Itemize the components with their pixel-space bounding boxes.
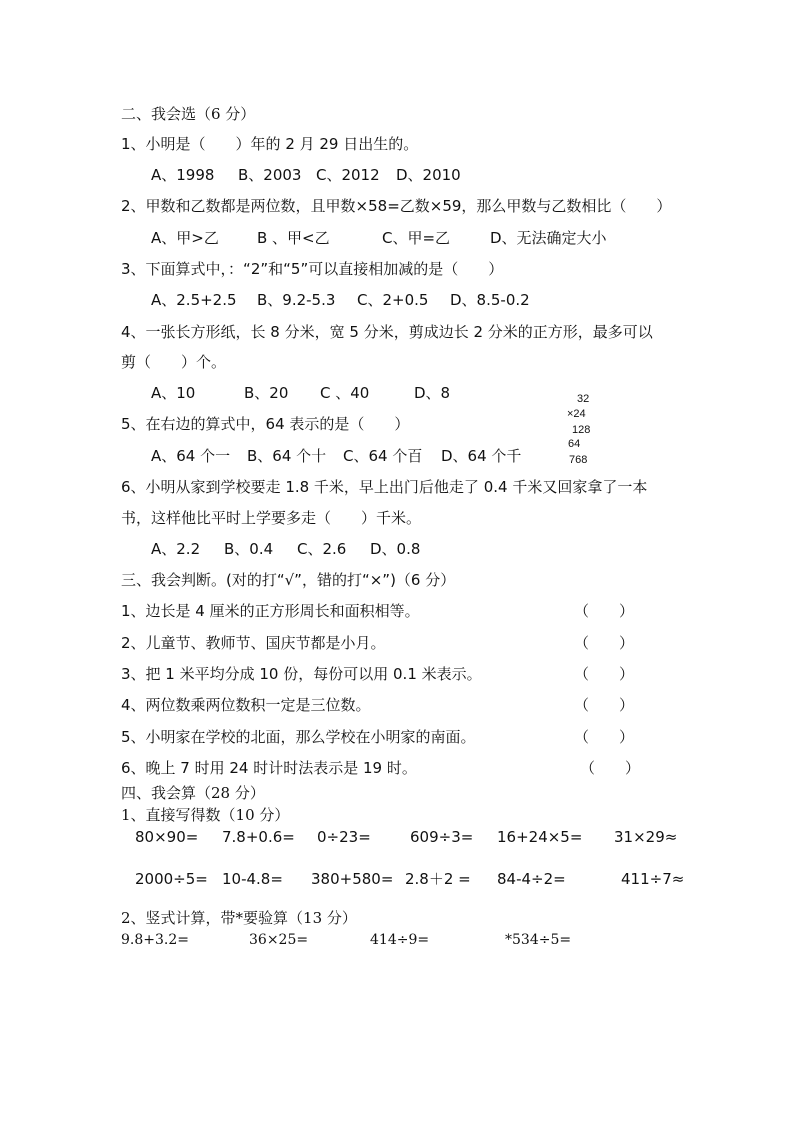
option-a: A、甲>乙	[151, 229, 219, 247]
question-6-line-2: 书，这样他比平时上学要多走（ ）千米。	[121, 509, 422, 527]
question-1: 1、小明是（ ）年的 2 月 29 日出生的。	[121, 135, 419, 153]
option-b: B、9.2-5.3	[257, 291, 336, 309]
option-a: A、64 个一	[151, 447, 231, 465]
mental-math-item: 2000÷5=	[135, 870, 208, 888]
mental-math-item: 609÷3=	[410, 828, 474, 846]
mental-math-item: 2.8＋2 =	[405, 870, 471, 888]
option-c: C、2+0.5	[357, 291, 429, 309]
option-c: C、2.6	[297, 540, 347, 558]
answer-paren[interactable]: （ ）	[574, 728, 635, 746]
answer-paren[interactable]: （ ）	[574, 696, 635, 714]
option-c: C 、40	[320, 384, 370, 402]
mental-math-item: 31×29≈	[614, 828, 678, 846]
mental-math-item: 16+24×5=	[497, 828, 583, 846]
option-b: B、64 个十	[247, 447, 327, 465]
sub-title-mental-math: 1、直接写得数（10 分）	[121, 806, 290, 824]
mental-math-item: 80×90=	[135, 828, 199, 846]
answer-paren[interactable]: （ ）	[574, 602, 635, 620]
option-d: D、无法确定大小	[490, 229, 607, 247]
mental-math-item: 10-4.8=	[222, 870, 283, 888]
section-3-title: 三、我会判断。(对的打“√”，错的打“×”)（6 分）	[121, 571, 456, 589]
calc-partial-1: 128	[572, 424, 591, 436]
judge-item-5: 5、小明家在学校的北面，那么学校在小明家的南面。	[121, 728, 476, 746]
judge-item-3: 3、把 1 米平均分成 10 份，每份可以用 0.1 米表示。	[121, 665, 482, 683]
vertical-calc-item: 414÷9=	[370, 932, 430, 948]
option-a: A、2.2	[151, 540, 201, 558]
mental-math-item: 84-4÷2=	[497, 870, 566, 888]
vertical-calc-item: *534÷5=	[505, 932, 572, 948]
option-c: C、2012	[316, 166, 380, 184]
mental-math-item: 0÷23=	[317, 828, 371, 846]
question-6-line-1: 6、小明从家到学校要走 1.8 千米，早上出门后他走了 0.4 千米又回家拿了一本	[121, 478, 648, 496]
option-a: A、1998	[151, 166, 215, 184]
option-d: D、0.8	[370, 540, 421, 558]
answer-paren[interactable]: （ ）	[574, 665, 635, 683]
judge-item-2: 2、儿童节、教师节、国庆节都是小月。	[121, 634, 386, 652]
mental-math-item: 411÷7≈	[621, 870, 685, 888]
option-b: B、2003	[238, 166, 302, 184]
answer-paren[interactable]: （ ）	[580, 759, 641, 777]
option-b: B 、甲<乙	[257, 229, 330, 247]
section-4-title: 四、我会算（28 分）	[121, 784, 265, 802]
option-d: D、8	[414, 384, 451, 402]
answer-paren[interactable]: （ ）	[574, 634, 635, 652]
judge-item-4: 4、两位数乘两位数积一定是三位数。	[121, 696, 371, 714]
option-b: B、20	[244, 384, 289, 402]
question-4-line-2: 剪（ ）个。	[121, 353, 227, 371]
option-d: D、64 个千	[441, 447, 522, 465]
option-d: D、2010	[396, 166, 461, 184]
mental-math-item: 380+580=	[311, 870, 394, 888]
vertical-calc-item: 9.8+3.2=	[121, 932, 189, 948]
question-4-line-1: 4、一张长方形纸，长 8 分米，宽 5 分米，剪成边长 2 分米的正方形，最多可以	[121, 323, 653, 341]
calc-partial-2: 64	[568, 438, 581, 450]
option-c: C、64 个百	[343, 447, 423, 465]
option-b: B、0.4	[224, 540, 274, 558]
question-5: 5、在右边的算式中，64 表示的是（ ）	[121, 415, 410, 433]
sub-title-vertical-calc: 2、竖式计算，带*要验算（13 分）	[121, 909, 357, 927]
vertical-calc-item: 36×25=	[249, 932, 309, 948]
calc-multiplicand: 32	[577, 393, 590, 405]
judge-item-1: 1、边长是 4 厘米的正方形周长和面积相等。	[121, 602, 420, 620]
question-3: 3、下面算式中，：“2”和“5”可以直接相加减的是（ ）	[121, 260, 504, 278]
option-d: D、8.5-0.2	[450, 291, 530, 309]
question-2: 2、甲数和乙数都是两位数，且甲数×58=乙数×59，那么甲数与乙数相比（ ）	[121, 197, 672, 215]
option-a: A、2.5+2.5	[151, 291, 237, 309]
mental-math-item: 7.8+0.6=	[222, 828, 295, 846]
section-2-title: 二、我会选（6 分）	[121, 105, 256, 123]
calc-product: 768	[569, 454, 588, 466]
option-a: A、10	[151, 384, 196, 402]
judge-item-6: 6、晚上 7 时用 24 时计时法表示是 19 时。	[121, 759, 417, 777]
vertical-multiplication	[555, 393, 605, 468]
calc-multiplier: ×24	[567, 408, 586, 420]
option-c: C、甲=乙	[382, 229, 451, 247]
